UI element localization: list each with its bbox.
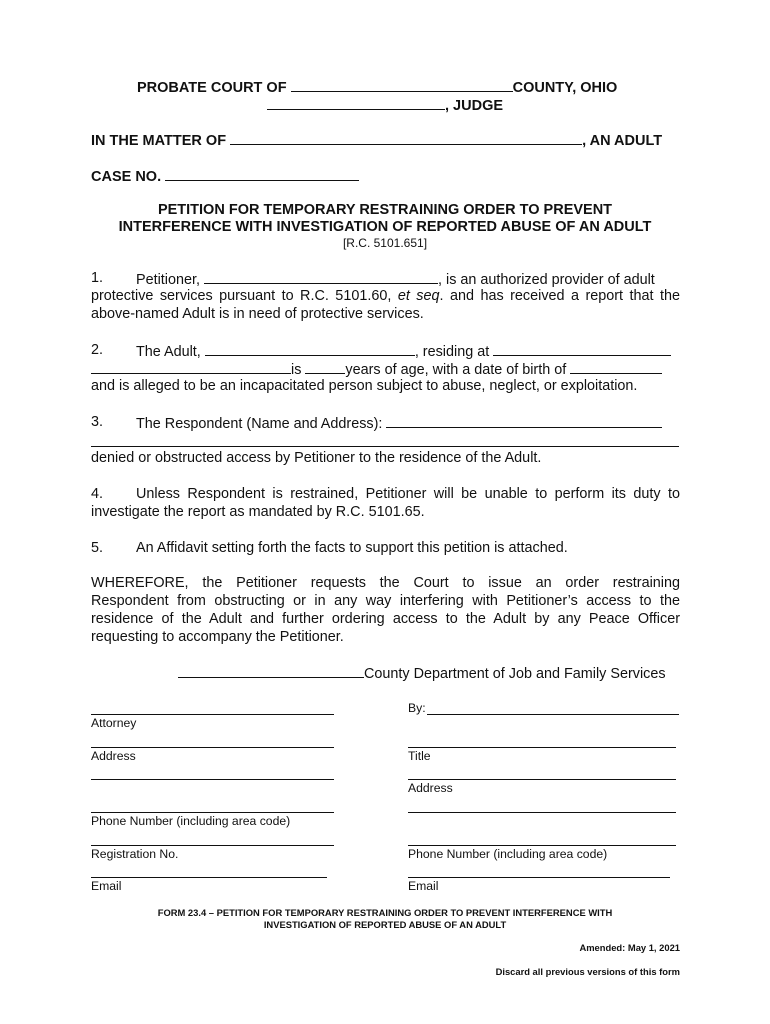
attorney-signature-line[interactable] [91, 714, 334, 715]
statute-citation: [R.C. 5101.651] [342, 236, 428, 250]
court-line [137, 77, 617, 96]
attorney-email-label: Email [91, 879, 122, 893]
p2-adult-label: The Adult, [136, 344, 201, 360]
p1-text-c-post: . and has received a report that the [439, 288, 681, 304]
agency-label: County Department of Job and Family Services [364, 666, 666, 682]
matter-suffix: , AN ADULT [582, 133, 663, 149]
judge-blank[interactable] [267, 95, 445, 110]
p1-line-3: above-named Adult is in need of protective services. [91, 306, 424, 322]
attorney-registration-line[interactable] [91, 845, 334, 846]
attorney-address-line[interactable] [91, 747, 334, 748]
judge-line [267, 95, 503, 114]
p2-line-1 [136, 341, 671, 361]
wherefore-line-1: WHEREFORE, the Petitioner requests the Court to issue an order restraining [91, 575, 680, 591]
attorney-registration-label: Registration No. [91, 847, 179, 861]
agency-email-line[interactable] [408, 877, 670, 878]
case-no-blank[interactable] [165, 166, 359, 181]
p2-line-3: and is alleged to be an incapacitated person subject to abuse, neglect, or exploitation. [91, 378, 638, 394]
court-suffix: COUNTY, OHIO [512, 80, 618, 96]
amended-date: Amended: May 1, 2021 [579, 942, 680, 953]
agency-phone-line[interactable] [408, 845, 676, 846]
title-line-2: INTERFERENCE WITH INVESTIGATION OF REPORTED ABUSE OF AN ADULT [118, 219, 652, 235]
adult-name-blank-2[interactable] [205, 341, 415, 356]
court-prefix: PROBATE COURT OF [137, 80, 287, 96]
agency-line [178, 663, 666, 683]
residence-blank[interactable] [493, 341, 671, 356]
discard-notice: Discard all previous versions of this form [495, 966, 680, 977]
form-footer-line-1: FORM 23.4 – PETITION FOR TEMPORARY RESTRAINING ORDER TO PREVENT INTERFERENCE WITH [157, 907, 613, 918]
p4-number: 4. [91, 486, 104, 502]
attorney-email-line[interactable] [91, 877, 327, 878]
p2-is-label: is [291, 362, 302, 378]
petitioner-blank[interactable] [204, 269, 438, 284]
county-blank[interactable] [291, 77, 513, 92]
respondent-blank[interactable] [386, 413, 662, 428]
p1-line-1 [136, 269, 655, 289]
case-no-line [91, 166, 359, 185]
attorney-phone-label: Phone Number (including area code) [91, 814, 291, 828]
title-line-1: PETITION FOR TEMPORARY RESTRAINING ORDER TO PREVENT [157, 202, 613, 218]
p4-line-1: Unless Respondent is restrained, Petitioner will be unable to perform its duty to [136, 486, 680, 502]
p1-text-c-em: et seq [397, 288, 440, 304]
title-label: Title [408, 749, 431, 763]
attorney-address-line-2[interactable] [91, 779, 334, 780]
p1-number: 1. [91, 270, 104, 286]
residence-blank-2[interactable] [91, 359, 291, 374]
p1-text-b: , is an authorized provider of adult [438, 272, 655, 288]
agency-address-line-2[interactable] [408, 812, 676, 813]
p1-line-2 [91, 287, 680, 305]
respondent-blank-2[interactable] [91, 446, 679, 447]
attorney-label: Attorney [91, 716, 137, 730]
p2-age-label: years of age, with a date of birth of [345, 362, 567, 378]
p5-line-1: An Affidavit setting forth the facts to support this petition is attached. [136, 540, 568, 556]
p3-respondent-label: The Respondent (Name and Address): [136, 416, 383, 432]
wherefore-line-4: requesting to accompany the Petitioner. [91, 629, 344, 645]
adult-name-blank[interactable] [230, 130, 582, 145]
age-blank[interactable] [305, 359, 345, 374]
case-no-label: CASE NO. [91, 169, 162, 185]
wherefore-line-3: residence of the Adult and further ordering access to the Adult by any Peace Officer [91, 611, 680, 627]
by-signature-line[interactable] [427, 714, 679, 715]
p3-line-1 [136, 413, 662, 433]
agency-county-blank[interactable] [178, 663, 364, 678]
agency-address-label: Address [408, 781, 453, 795]
agency-phone-label: Phone Number (including area code) [408, 847, 608, 861]
attorney-phone-line[interactable] [91, 812, 334, 813]
matter-prefix: IN THE MATTER OF [91, 133, 227, 149]
by-label: By: [408, 701, 426, 715]
wherefore-line-2: Respondent from obstructing or in any way interfering with Petitioner’s access to the [91, 593, 680, 609]
p2-line-2 [91, 359, 662, 379]
p2-number: 2. [91, 342, 104, 358]
dob-blank[interactable] [570, 359, 662, 374]
judge-suffix: , JUDGE [445, 98, 504, 114]
p3-number: 3. [91, 414, 104, 430]
p5-number: 5. [91, 540, 104, 556]
p3-line-3: denied or obstructed access by Petitioner to the residence of the Adult. [91, 450, 542, 466]
form-footer-line-2: INVESTIGATION OF REPORTED ABUSE OF AN ADULT [263, 919, 507, 930]
title-line[interactable] [408, 747, 676, 748]
matter-line [91, 130, 662, 149]
attorney-address-label: Address [91, 749, 136, 763]
agency-email-label: Email [408, 879, 439, 893]
p4-line-2: investigate the report as mandated by R.C. 5101.65. [91, 504, 425, 520]
p1-petitioner-label: Petitioner, [136, 272, 200, 288]
p2-residing-label: , residing at [414, 344, 490, 360]
agency-address-line[interactable] [408, 779, 676, 780]
p1-text-c-pre: protective services pursuant to R.C. 5101.60, [91, 288, 392, 304]
